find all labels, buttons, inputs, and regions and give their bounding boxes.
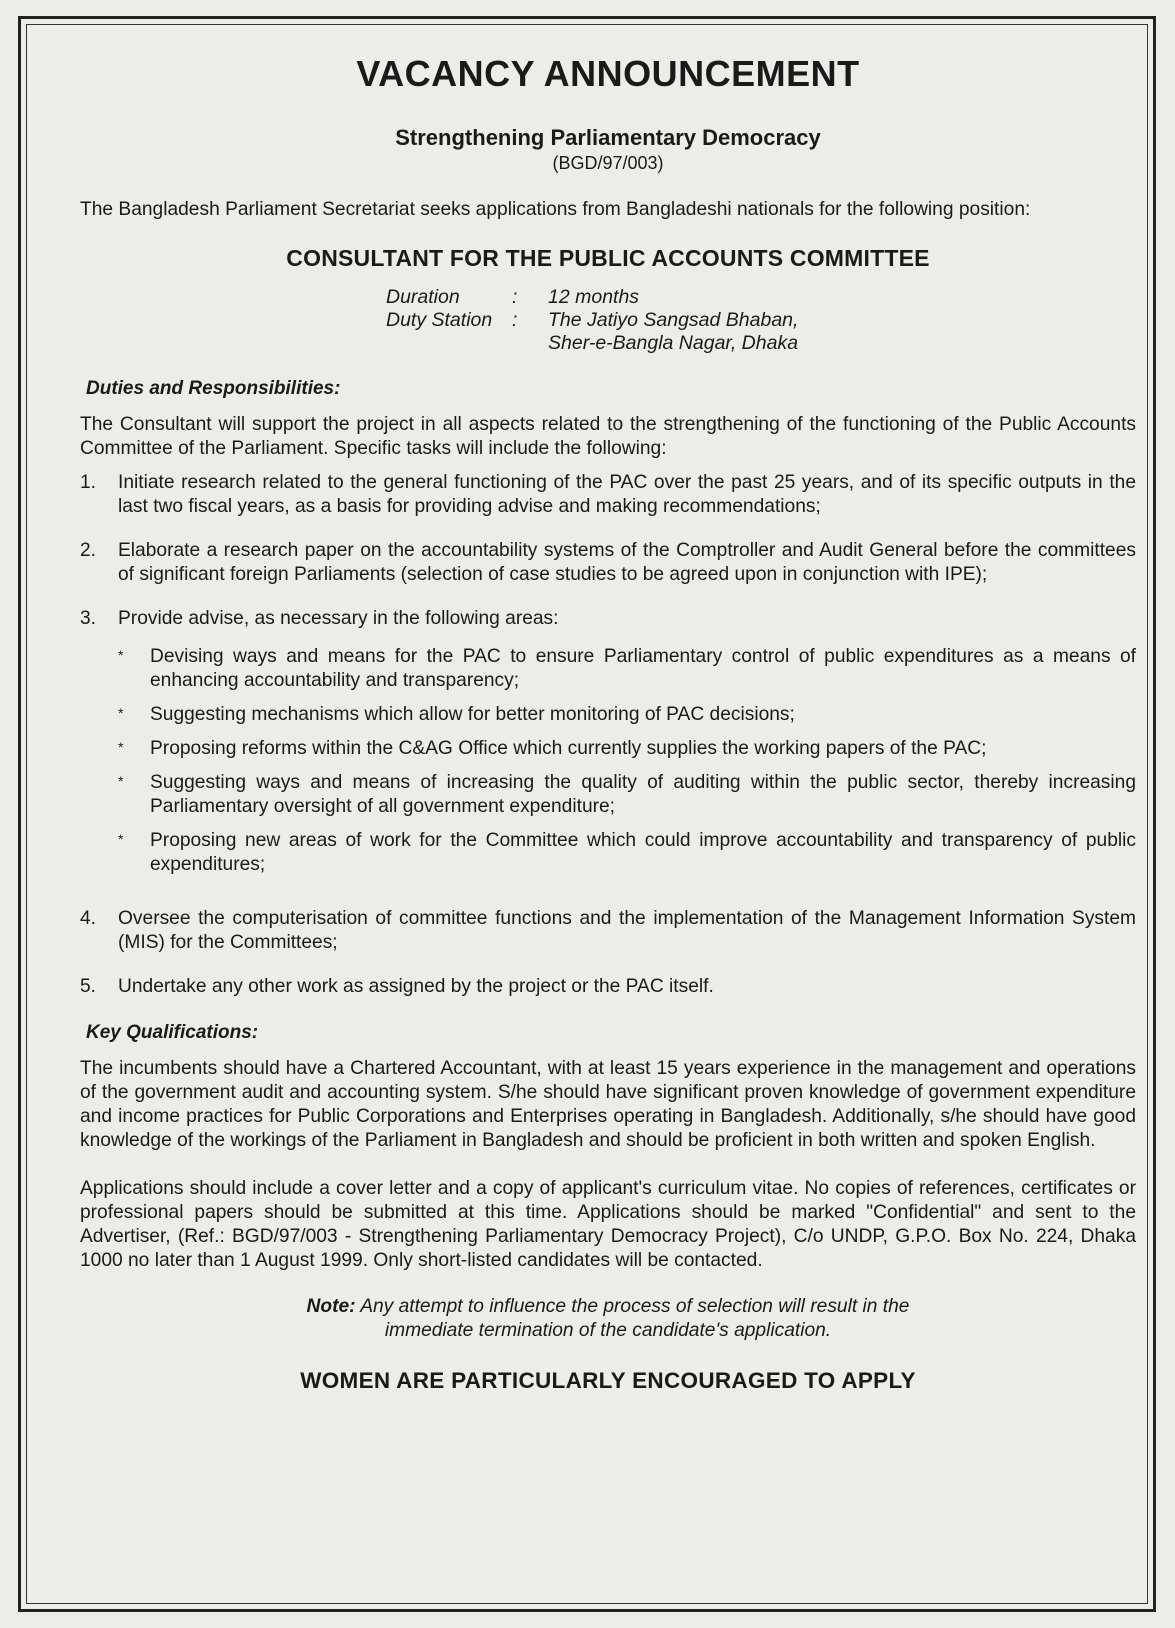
sub-list-item [118,645,1136,693]
project-code: (BGD/97/003) [552,153,664,173]
item-text: Oversee the computerisation of committee functions and the implementation of the Management Information System (MIS) for the Committees; [118,908,1136,953]
page-title: VACANCY ANNOUNCEMENT [356,53,860,94]
sub-item-text: Proposing new areas of work for the Committee which could improve accountability and transparency of public expenditures; [150,830,1136,875]
item-text: Initiate research related to the general functioning of the PAC over the past 25 years, and of its specific outputs in the last two fiscal years, as a basis for providing advise and making recommendations; [118,472,1136,517]
duties-list [80,471,1136,999]
duration-value: 12 months [548,286,640,308]
item-number: 3. [80,608,97,629]
duration-separator: : [512,286,518,308]
duties-heading: Duties and Responsibilities: [86,378,341,399]
note-line-1: Any attempt to influence the process of selection will result in the [360,1296,910,1317]
sub-item-text: Suggesting mechanisms which allow for better monitoring of PAC decisions; [150,704,795,725]
note-line-2: immediate termination of the candidate's application. [384,1320,832,1341]
list-item [80,607,1136,887]
list-item [80,907,1136,955]
item-text: Elaborate a research paper on the accountability systems of the Comptroller and Audit General before the committees of significant foreign Parliaments (selection of case studies to be agreed upon in conjunction with IPE); [118,540,1136,585]
qualifications-text: The incumbents should have a Chartered Accountant, with at least 15 years experience in the management and operations of the government audit and accounting system. S/he should have significant proven knowledge of government expenditure and income practices for Public Corporations and Enterprises operating in Bangladesh. Additionally, s/he should have good knowledge of the workings of the Parliament in Bangladesh and should be proficient in both written and spoken English. [80,1058,1136,1151]
item-number: 1. [80,472,97,493]
sub-list [118,645,1136,877]
bullet-icon: * [118,647,124,663]
item-number: 5. [80,976,97,997]
bullet-icon: * [118,739,124,755]
project-name: Strengthening Parliamentary Democracy [395,125,821,150]
duration-label: Duration [386,286,460,308]
list-item [80,471,1136,519]
item-number: 4. [80,908,97,929]
duties-intro: The Consultant will support the project in all aspects related to the strengthening of the functioning of the Public Accounts Committee of the Parliament. Specific tasks will include the following: [80,414,1136,459]
qualifications-heading: Key Qualifications: [86,1022,259,1043]
footer-encouragement: WOMEN ARE PARTICULARLY ENCOURAGED TO APPLY [300,1368,916,1393]
bullet-icon: * [118,705,124,721]
sub-list-item [118,771,1136,819]
station-value [548,309,798,355]
sub-list-item [118,703,1136,727]
announcement-content [80,52,1136,1416]
item-text: Provide advise, as necessary in the following areas: [118,608,559,629]
sub-item-text: Proposing reforms within the C&AG Office which currently supplies the working papers of the PAC; [150,738,987,759]
sub-list-item [118,737,1136,761]
item-text: Undertake any other work as assigned by the project or the PAC itself. [118,976,714,997]
duration-row [386,286,1136,309]
station-line-1: The Jatiyo Sangsad Bhaban, [548,309,799,331]
list-item [80,975,1136,999]
note-label: Note: [306,1296,356,1317]
position-title: CONSULTANT FOR THE PUBLIC ACCOUNTS COMMITTEE [286,245,930,271]
sub-item-text: Devising ways and means for the PAC to ensure Parliamentary control of public expenditures as a means of enhancing accountability and transparency; [150,646,1136,691]
sub-list-item [118,829,1136,877]
sub-item-text: Suggesting ways and means of increasing the quality of auditing within the public sector, thereby increasing Parliamentary oversight of all government expenditure; [150,772,1136,817]
position-details [386,286,1136,355]
item-body [118,607,1136,887]
intro-paragraph: The Bangladesh Parliament Secretariat seeks applications from Bangladeshi nationals for the following position: [80,199,1031,220]
list-item [80,539,1136,587]
bullet-icon: * [118,831,124,847]
station-separator: : [512,309,518,331]
station-row [386,309,1136,355]
note-block [80,1295,1136,1343]
station-line-2: Sher-e-Bangla Nagar, Dhaka [548,332,799,354]
application-instructions: Applications should include a cover letter and a copy of applicant's curriculum vitae. No copies of references, certificates or professional papers should be submitted at this time. Applications should be marked "Confidential" and sent to the Advertiser, (Ref.: BGD/97/003 - Strengthening Parliamentary Democracy Project), C/o UNDP, G.P.O. Box No. 224, Dhaka 1000 no later than 1 August 1999. Only short-listed candidates will be contacted. [80,1178,1136,1271]
bullet-icon: * [118,773,124,789]
station-label: Duty Station [386,309,493,331]
item-number: 2. [80,540,97,561]
